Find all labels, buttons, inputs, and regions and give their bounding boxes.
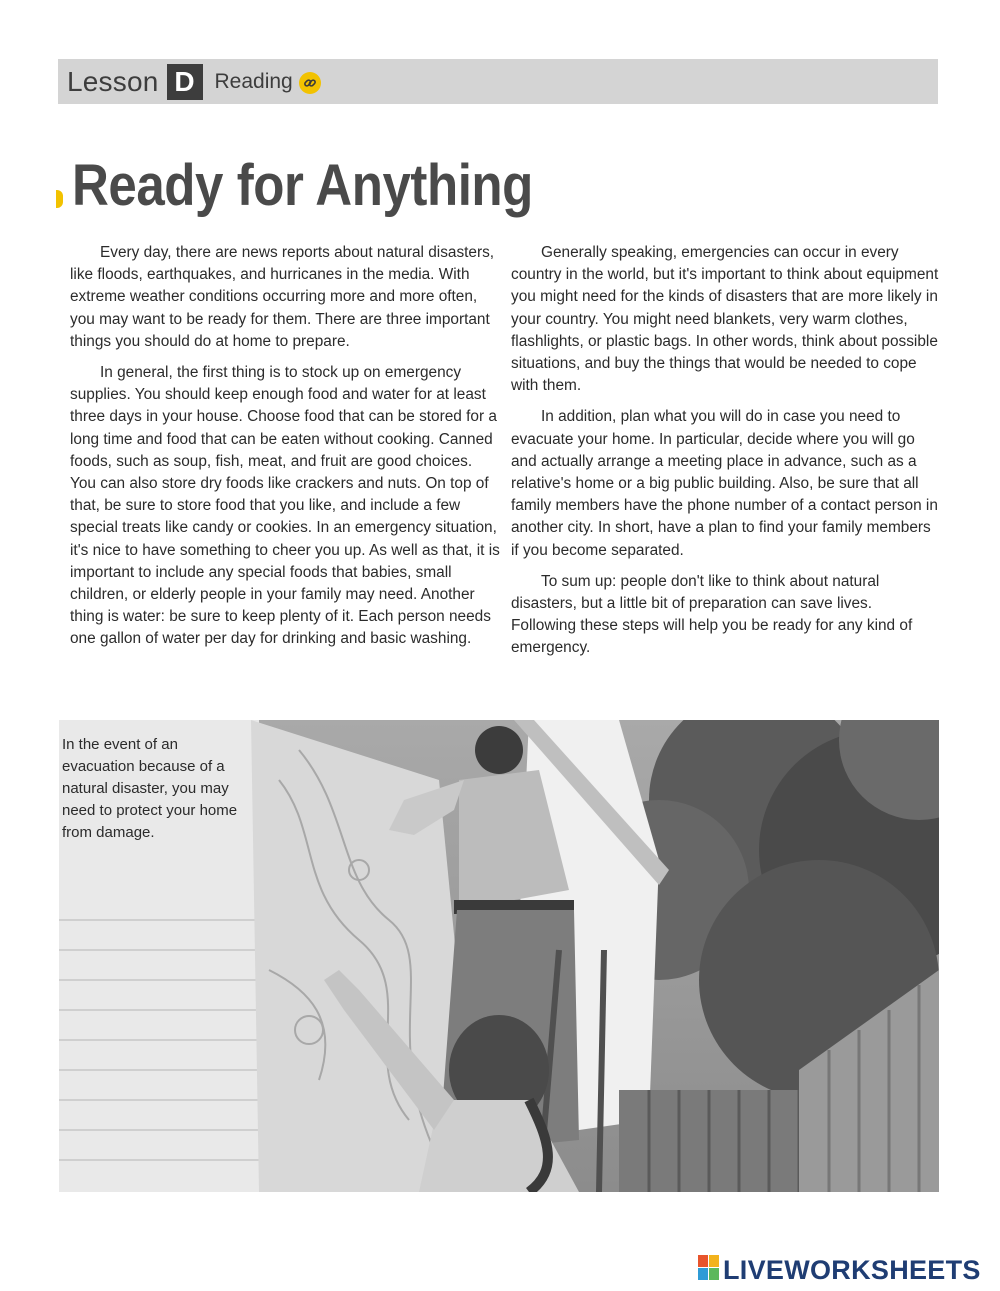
lesson-letter-badge: D	[167, 64, 203, 100]
lesson-label: Lesson	[67, 65, 159, 97]
paragraph: In addition, plan what you will do in case you need to evacuate your home. In particular, decide where you will go and actually arrange a meeting place in advance, such as a relative's home or a big public building. Also, be sure that all family members have the phone number of a contact person in another city. In short, have a plan to find your family members if you become separated.	[511, 408, 938, 559]
liveworksheets-logo-icon	[698, 1255, 720, 1286]
brand-wordmark: LIVEWORKSHEETS	[723, 1254, 981, 1285]
photo-caption: In the event of an evacuation because of a natural disaster, you may need to protect your home from damage.	[62, 736, 238, 841]
paragraph: Every day, there are news reports about natural disasters, like floods, earthquakes, and hurricanes in the media. With extreme weather conditions occurring more and more often, you may want to be ready for them. There are three important things you should do at home to prepare.	[70, 244, 495, 350]
paragraph: Generally speaking, emergencies can occur in every country in the world, but it's important to think about equipment you might need for the kinds of disasters that are more likely in your country. You might need blankets, very warm clothes, flashlights, or plastic bags. In other words, think about possible situations, and buy the things that would be needed to cope with them.	[511, 244, 939, 395]
footer-brand[interactable]	[698, 1255, 981, 1285]
paragraph: In general, the first thing is to stock up on emergency supplies. You should keep enough food and water for at least three days in your house. Choose food that can be stored for a long time and food that can be eaten without cooking. Canned foods, such as soup, fish, meat, and fruit are good choices. You can also store dry foods like crackers and nuts. On top of that, be sure to store food that you like, and include a few special treats like candy or cookies. In an emergency situation, it's nice to have something to cheer you up. As well as that, it is important to include any special foods that babies, small children, or elderly people in your family may need. Another thing is water: be sure to keep plenty of it. Each person needs one gallon of water per day for drinking and basic washing.	[70, 364, 500, 648]
article-title: Ready for Anything	[72, 153, 533, 218]
article-left-column	[70, 242, 500, 660]
article-right-column	[511, 242, 941, 669]
paragraph: To sum up: people don't like to think about natural disasters, but a little bit of preparation can save lives. Following these steps will help you be ready for any kind of emergency.	[511, 572, 913, 657]
page-side-marker	[56, 190, 63, 208]
lesson-header-bar	[58, 59, 938, 104]
section-label: Reading	[214, 69, 293, 93]
link-icon	[299, 72, 321, 94]
